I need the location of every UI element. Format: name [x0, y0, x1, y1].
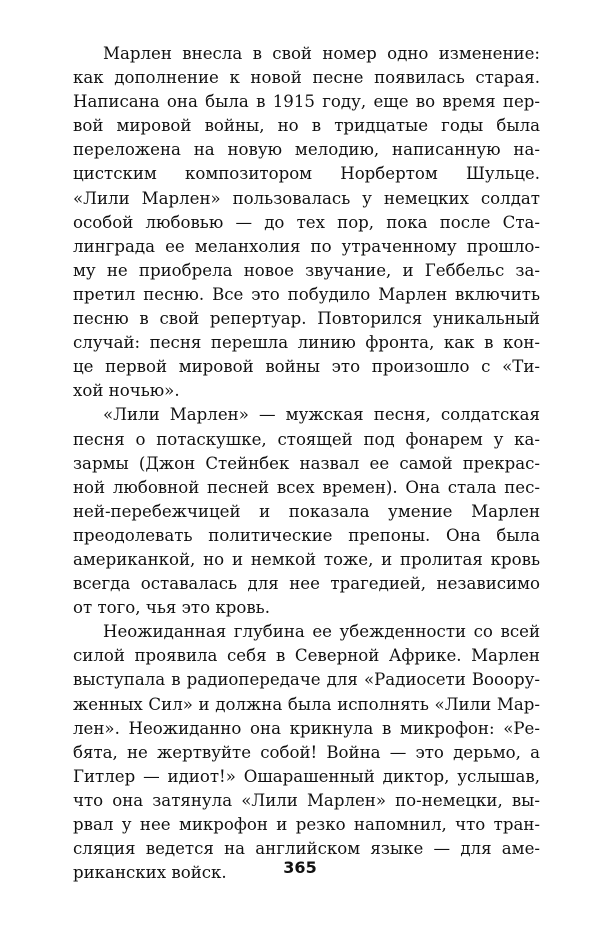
text-line: «Лили Марлен» — мужская песня, солдатская	[103, 405, 540, 425]
text-line: риканских войск.	[73, 863, 227, 883]
text-line: как дополнение к новой песне появилась старая.	[73, 68, 540, 88]
text-line: американкой, но и немкой тоже, и пролитая кровь	[73, 549, 540, 569]
body-text	[73, 42, 540, 885]
text-line: преодолевать политические препоны. Она была	[73, 525, 540, 545]
text-line: линграда ее меланхолия по утраченному прошло-	[73, 236, 540, 256]
text-line: выступала в радиопередаче для «Радиосети Вооору-	[73, 670, 540, 690]
text-line: претил песню. Все это побудило Марлен включить	[73, 284, 540, 304]
text-line: Марлен внесла в свой номер одно изменение:	[103, 44, 540, 63]
page-number: 365	[283, 858, 317, 877]
text-line: песня о потаскушке, стоящей под фонарем у ка-	[73, 429, 540, 449]
text-line: силой проявила себя в Северной Африке. Марлен	[73, 646, 540, 666]
text-line: ной любовной песней всех времен). Она стала пес-	[73, 477, 540, 497]
text-line: переложена на новую мелодию, написанную на-	[73, 140, 540, 160]
text-line: от того, чья это кровь.	[73, 598, 270, 618]
text-line: рвал у нее микрофон и резко напомнил, что тран-	[73, 815, 540, 834]
text-line: цистским композитором Норбертом Шульце.	[73, 164, 540, 184]
text-line: особой любовью — до тех пор, пока после Ста-	[73, 212, 540, 232]
text-line: Гитлер — идиот!» Ошарашенный диктор, услышав,	[73, 766, 540, 786]
text-line: му не приобрела новое звучание, и Геббельс за-	[73, 260, 540, 280]
text-line: Неожиданная глубина ее убежденности со всей	[103, 622, 540, 642]
text-line: зармы (Джон Стейнбек назвал ее самой прекрас-	[73, 453, 540, 473]
text-line: вой мировой войны, но в тридцатые годы была	[73, 116, 540, 136]
text-line: лен». Неожиданно она крикнула в микрофон: «Ре-	[73, 718, 540, 738]
text-line: ней-перебежчицей и показала умение Марлен	[73, 501, 540, 521]
text-line: Написана она была в 1915 году, еще во время пер-	[73, 92, 540, 112]
text-line: всегда оставалась для нее трагедией, независимо	[73, 574, 540, 594]
text-line: песню в свой репертуар. Повторился уникальный	[73, 309, 540, 329]
text-line: случай: песня перешла линию фронта, как в кон-	[73, 333, 540, 353]
text-line: це первой мировой войны это произошло с «Ти-	[73, 357, 540, 377]
text-line: бята, не жертвуйте собой! Война — это дерьмо, а	[73, 742, 540, 762]
text-line: хой ночью».	[73, 381, 180, 401]
text-line: что она затянула «Лили Марлен» по-немецки, вы-	[73, 790, 540, 810]
text-line: сляция ведется на английском языке — для аме-	[73, 839, 540, 859]
text-line: «Лили Марлен» пользовалась у немецких солдат	[73, 188, 540, 208]
text-line: женных Сил» и должна была исполнять «Лили Мар-	[73, 694, 540, 714]
